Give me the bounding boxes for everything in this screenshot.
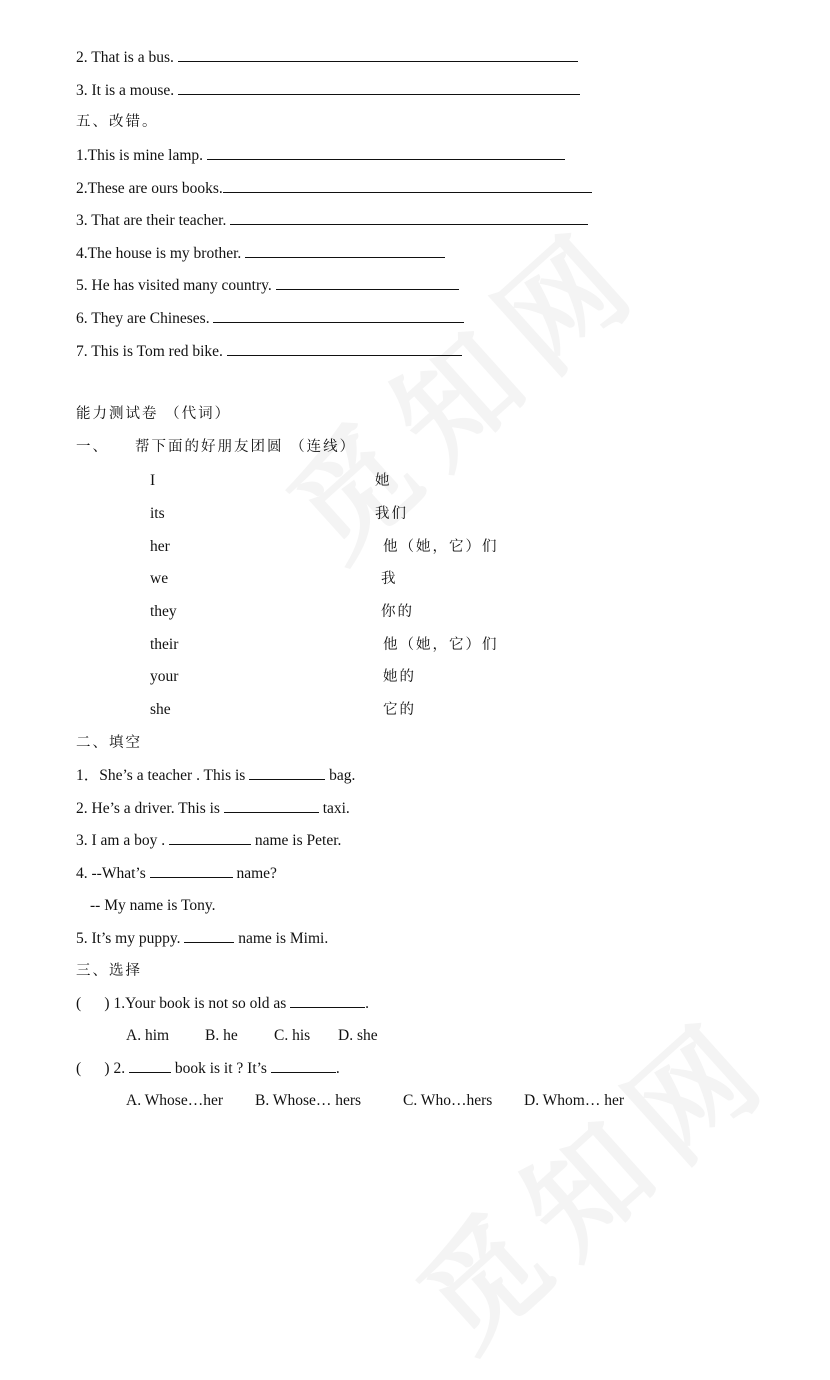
answer-blank[interactable] xyxy=(213,308,464,323)
choice-2-option-a[interactable]: A. Whose…her xyxy=(126,1092,223,1109)
answer-blank[interactable] xyxy=(249,765,325,780)
choice-1-option-b[interactable]: B. he xyxy=(205,1027,238,1044)
answer-blank[interactable] xyxy=(150,863,233,878)
answer-blank[interactable] xyxy=(184,928,234,943)
answer-blank[interactable] xyxy=(207,145,565,160)
match-left-5[interactable]: they xyxy=(150,603,177,620)
choice-2-option-b[interactable]: B. Whose… hers xyxy=(255,1092,362,1109)
answer-blank[interactable] xyxy=(223,178,592,193)
test-title: 能力测试卷 （代词） xyxy=(76,406,232,422)
sentence-2: 2. That is a bus. xyxy=(76,47,578,68)
answer-paren[interactable]: ( ) xyxy=(76,995,110,1012)
choice-1-option-c[interactable]: C. his xyxy=(274,1027,311,1044)
match-right-1[interactable]: 她 xyxy=(375,473,392,489)
choice-1-option-a[interactable]: A. him xyxy=(126,1027,170,1044)
answer-blank[interactable] xyxy=(245,243,445,258)
part-1-heading: 帮下面的好朋友团圆 （连线） xyxy=(135,439,357,455)
choice-2-option-c[interactable]: C. Who…hers xyxy=(403,1092,493,1109)
choice-2-option-d[interactable]: D. Whom… her xyxy=(524,1092,625,1109)
fill-item-4: 4. --What’s name? xyxy=(76,865,277,882)
choice-question-1: ( ) 1.Your book is not so old as . xyxy=(76,995,370,1012)
match-right-8[interactable]: 它的 xyxy=(383,702,416,718)
match-right-3[interactable]: 他（她，它）们 xyxy=(383,539,499,555)
sentence-3: 3. It is a mouse. xyxy=(76,80,580,101)
correction-item-6: 6. They are Chineses. xyxy=(76,308,464,329)
match-right-5[interactable]: 你的 xyxy=(381,604,414,620)
correction-item-3: 3. That are their teacher. xyxy=(76,210,588,231)
answer-blank[interactable] xyxy=(178,47,578,62)
fill-item-1: 1．She’s a teacher . This is bag. xyxy=(76,767,356,784)
match-left-4[interactable]: we xyxy=(150,570,169,587)
match-left-8[interactable]: she xyxy=(150,701,171,718)
answer-blank[interactable] xyxy=(230,210,588,225)
choice-1-option-d[interactable]: D. she xyxy=(338,1027,378,1044)
match-right-7[interactable]: 她的 xyxy=(383,669,416,685)
answer-blank[interactable] xyxy=(227,341,462,356)
match-right-6[interactable]: 他（她，它）们 xyxy=(383,637,499,653)
fill-item-5: 5. It’s my puppy. name is Mimi. xyxy=(76,930,329,947)
match-left-1[interactable]: I xyxy=(150,472,156,489)
answer-blank[interactable] xyxy=(224,798,319,813)
answer-blank[interactable] xyxy=(276,275,459,290)
match-right-2[interactable]: 我们 xyxy=(375,506,408,522)
answer-paren[interactable]: ( ) xyxy=(76,1060,110,1077)
correction-item-7: 7. This is Tom red bike. xyxy=(76,341,462,362)
answer-blank[interactable] xyxy=(178,80,580,95)
match-left-2[interactable]: its xyxy=(150,505,165,522)
correction-item-2: 2.These are ours books. xyxy=(76,178,592,199)
match-left-6[interactable]: their xyxy=(150,636,179,653)
choice-question-2: ( ) 2. book is it ? It’s . xyxy=(76,1060,340,1077)
match-right-4[interactable]: 我 xyxy=(381,571,398,587)
part-2-heading: 二、填空 xyxy=(76,735,142,751)
match-left-3[interactable]: her xyxy=(150,538,170,555)
answer-blank[interactable] xyxy=(271,1058,336,1073)
watermark-bottom xyxy=(376,972,803,1380)
match-left-7[interactable]: your xyxy=(150,668,179,685)
fill-item-2: 2. He’s a driver. This is taxi. xyxy=(76,800,350,817)
part-1-number: 一、 xyxy=(76,439,109,455)
section-5-heading: 五、改错。 xyxy=(76,114,159,130)
correction-item-1: 1.This is mine lamp. xyxy=(76,145,565,166)
correction-item-4: 4.The house is my brother. xyxy=(76,243,445,264)
correction-item-5: 5. He has visited many country. xyxy=(76,275,459,296)
fill-item-4-answer: -- My name is Tony. xyxy=(90,897,216,914)
fill-item-3: 3. I am a boy . name is Peter. xyxy=(76,832,342,849)
part-3-heading: 三、选择 xyxy=(76,963,142,979)
answer-blank[interactable] xyxy=(169,830,251,845)
answer-blank[interactable] xyxy=(290,993,365,1008)
answer-blank[interactable] xyxy=(129,1058,171,1073)
